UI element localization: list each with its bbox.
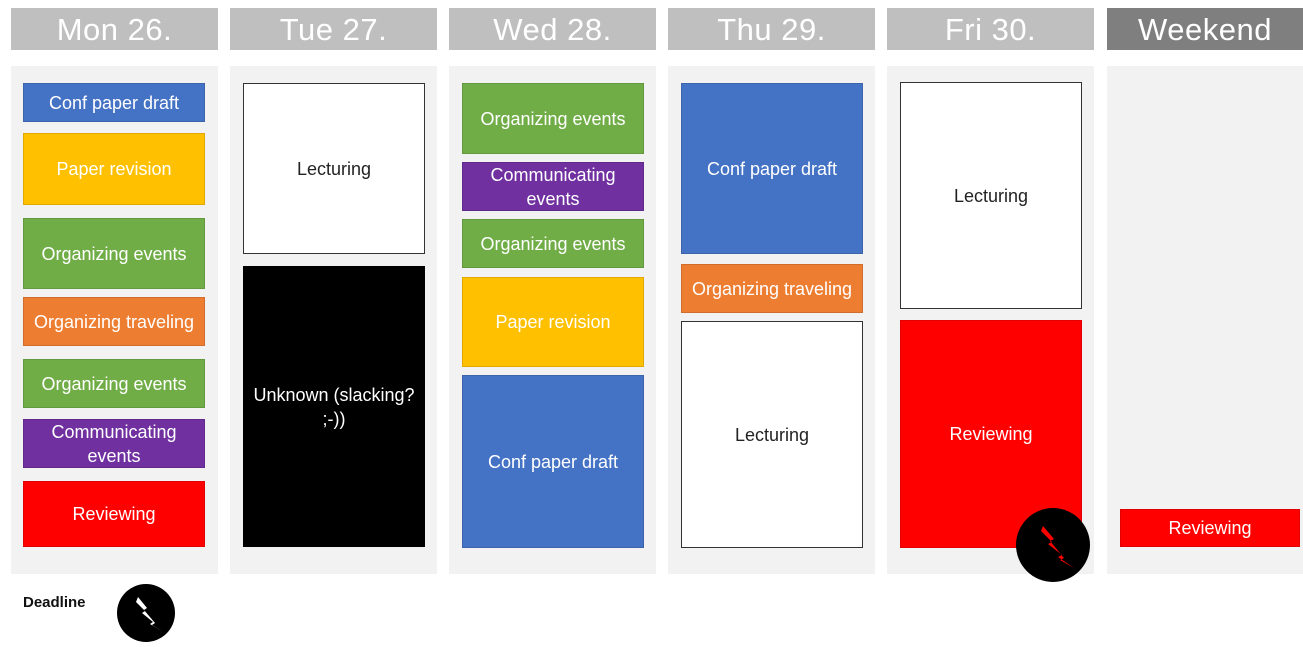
task-block: Communicating events xyxy=(23,419,205,468)
lightning-icon xyxy=(117,584,175,642)
task-block: Conf paper draft xyxy=(23,83,205,122)
task-block: Reviewing xyxy=(1120,509,1300,547)
day-header-thu: Thu 29. xyxy=(668,8,875,50)
task-block: Reviewing xyxy=(900,320,1082,548)
day-header-wed: Wed 28. xyxy=(449,8,656,50)
task-block: Lecturing xyxy=(243,83,425,254)
day-header-tue: Tue 27. xyxy=(230,8,437,50)
task-block: Organizing events xyxy=(462,219,644,268)
task-block: Lecturing xyxy=(900,82,1082,309)
deadline-lightning-icon xyxy=(1016,508,1090,582)
day-header-mon: Mon 26. xyxy=(11,8,218,50)
task-block: Paper revision xyxy=(23,133,205,205)
task-block: Conf paper draft xyxy=(681,83,863,254)
lightning-icon xyxy=(1016,508,1090,582)
task-block: Unknown (slacking? ;-)) xyxy=(243,266,425,547)
task-block: Organizing traveling xyxy=(23,297,205,346)
day-header-fri: Fri 30. xyxy=(887,8,1094,50)
task-block: Conf paper draft xyxy=(462,375,644,548)
day-header-weekend: Weekend xyxy=(1107,8,1303,50)
task-block: Organizing traveling xyxy=(681,264,863,313)
task-block: Organizing events xyxy=(462,83,644,154)
task-block: Reviewing xyxy=(23,481,205,547)
task-block: Paper revision xyxy=(462,277,644,367)
task-block: Communicating events xyxy=(462,162,644,211)
day-column-weekend xyxy=(1107,66,1303,574)
task-block: Organizing events xyxy=(23,359,205,408)
legend-lightning-icon xyxy=(117,584,175,642)
task-block: Organizing events xyxy=(23,218,205,289)
task-block: Lecturing xyxy=(681,321,863,548)
legend-label: Deadline xyxy=(23,594,86,611)
